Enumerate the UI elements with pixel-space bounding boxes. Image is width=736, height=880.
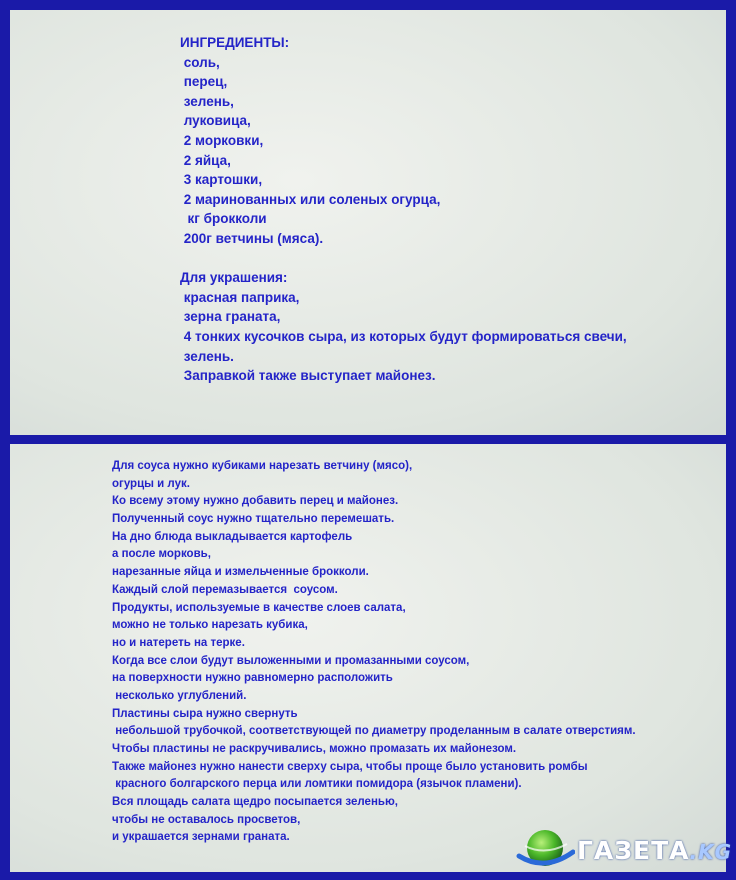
- ingredients-line: зелень,: [180, 93, 234, 109]
- ingredients-line: зелень.: [180, 348, 234, 364]
- instructions-line: Вся площадь салата щедро посыпается зеленью,: [112, 796, 398, 809]
- ingredients-line: кг брокколи: [180, 211, 267, 227]
- ingredients-line: красная паприка,: [180, 289, 300, 305]
- logo-name: ГАЗЕТА: [577, 836, 690, 865]
- ingredients-line: соль,: [180, 54, 220, 70]
- instructions-line: Чтобы пластины не раскручивались, можно промазать их майонезом.: [112, 743, 517, 755]
- instructions-line: и украшается зернами граната.: [112, 831, 290, 844]
- instructions-line: несколько углублений.: [112, 689, 247, 702]
- ingredients-line: 4 тонких кусочков сыра, из которых будут формироваться свечи,: [180, 328, 627, 344]
- ingredients-line: луковица,: [180, 113, 251, 129]
- ingredients-line: перец,: [180, 74, 228, 90]
- instructions-line: но и натереть на терке.: [112, 636, 245, 649]
- ingredients-line: 2 морковки,: [180, 132, 264, 148]
- instructions-panel: [10, 444, 726, 872]
- ingredients-line: 2 маринованных или соленых огурца,: [180, 191, 441, 207]
- gazeta-kg-logo: [515, 826, 733, 874]
- instructions-line: огурцы и лук.: [112, 477, 190, 490]
- instructions-line: На дно блюда выкладывается картофель: [112, 530, 353, 543]
- instructions-line: нарезанные яйца и измельченные брокколи.: [112, 566, 369, 579]
- instructions-line: чтобы не оставалось просветов,: [112, 813, 301, 826]
- ingredients-line: Для украшения:: [180, 270, 288, 286]
- instructions-line: Полученный соус нужно тщательно перемешать.: [112, 513, 395, 526]
- logo-domain: .KG: [689, 840, 733, 864]
- instructions-line: Ко всему этому нужно добавить перец и майонез.: [112, 495, 399, 508]
- ingredients-line: 3 картошки,: [180, 172, 263, 188]
- instructions-line: Продукты, используемые в качестве слоев салата,: [112, 601, 406, 614]
- ingredients-line: 2 яйца,: [180, 152, 231, 168]
- instructions-line: Каждый слой перемазывается соусом.: [112, 583, 338, 596]
- ingredients-panel: [10, 10, 726, 435]
- globe-icon: [515, 826, 575, 874]
- instructions-line: на поверхности нужно равномерно расположить: [112, 672, 393, 685]
- instructions-line: Для соуса нужно кубиками нарезать ветчину (мясо),: [112, 460, 413, 472]
- instructions-line: а после морковь,: [112, 548, 211, 561]
- ingredients-line: Заправкой также выступает майонез.: [180, 368, 436, 384]
- instructions-line: Также майонез нужно нанести сверху сыра, чтобы проще было установить ромбы: [112, 760, 588, 773]
- ingredients-line: зерна граната,: [180, 309, 281, 325]
- logo-wordmark: [577, 836, 732, 865]
- ingredients-line: 200г ветчины (мяса).: [180, 230, 324, 246]
- ingredients-text: [180, 33, 627, 386]
- ingredients-line: ИНГРЕДИЕНТЫ:: [180, 35, 290, 50]
- instructions-line: небольшой трубочкой, соответствующей по диаметру проделанным в салате отверстиям.: [112, 725, 636, 738]
- instructions-line: красного болгарского перца или ломтики помидора (язычок пламени).: [112, 778, 522, 791]
- instructions-line: Когда все слои будут выложенными и промазанными соусом,: [112, 654, 470, 667]
- instructions-line: Пластины сыра нужно свернуть: [112, 707, 298, 720]
- ingredients-line: [180, 249, 627, 269]
- instructions-line: можно не только нарезать кубика,: [112, 619, 308, 632]
- instructions-text: [112, 458, 636, 847]
